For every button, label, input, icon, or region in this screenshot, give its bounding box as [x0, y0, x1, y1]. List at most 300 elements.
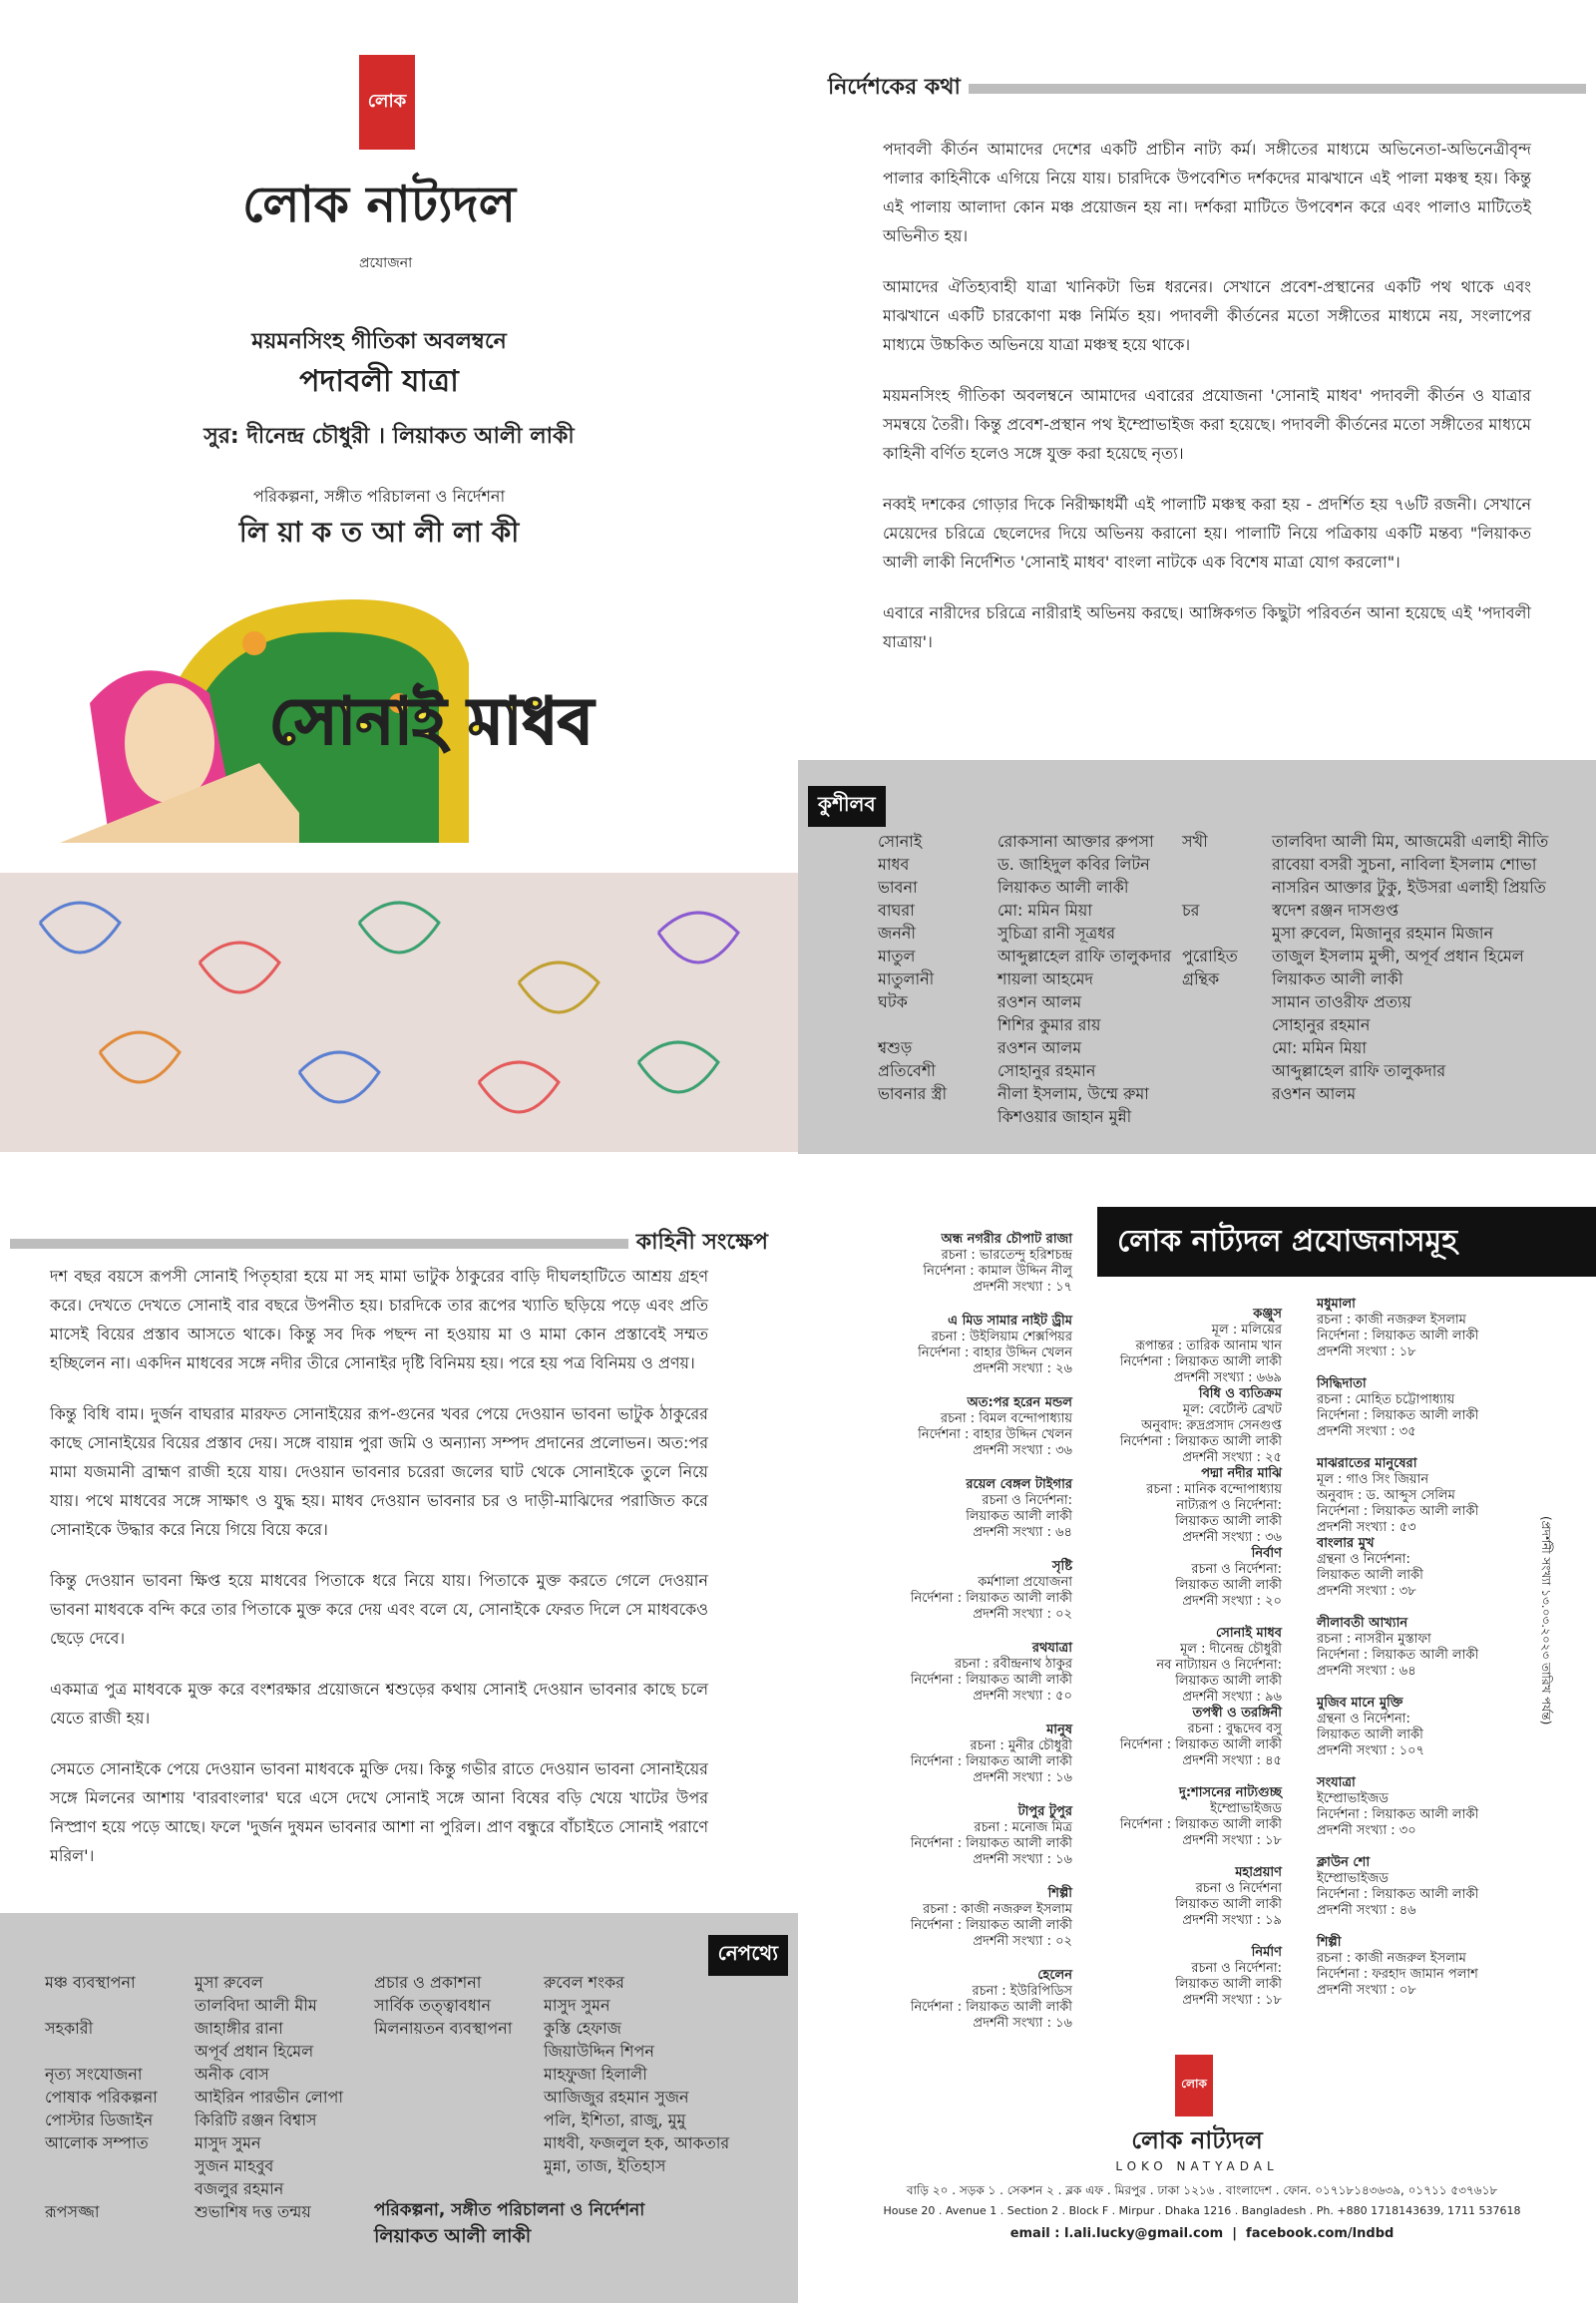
production-title: সংযাত্রা: [1317, 1775, 1356, 1790]
production-line: মূল : মলিয়ের: [1211, 1323, 1282, 1338]
cast-role: [1182, 1036, 1272, 1059]
crew-row: [374, 2017, 773, 2040]
production-line: প্রদর্শনী সংখ্যা : ৬৪: [973, 1525, 1072, 1540]
crew-name: মাসুদ সুমন: [544, 1996, 610, 2015]
crew-role: মঞ্চ ব্যবস্থাপনা: [45, 1973, 136, 1992]
crew-name: শুভাশিষ দত্ত তন্ময়: [195, 2202, 311, 2221]
production-line: নির্দেশনা : লিয়াকত আলী লাকী: [1119, 1817, 1282, 1832]
cast-role: মাতুল: [878, 947, 916, 965]
crew-name: মুসা রুবেল: [195, 1973, 263, 1992]
production-line: প্রদর্শনী সংখ্যা : ৩৬: [1182, 1530, 1282, 1545]
cast-row: [1182, 990, 1591, 1013]
crew-name: মাহফুজা হিলালী: [544, 2065, 647, 2084]
production-entry: [1077, 1307, 1282, 1386]
production-line: নির্দেশনা : লিয়াকত আলী লাকী: [1119, 1737, 1282, 1752]
production-entry: [1317, 1775, 1526, 1839]
cast-row: [878, 1013, 1217, 1036]
cast-role: সখী: [1182, 832, 1208, 851]
production-line: রচনা ও নির্দেশনা:: [1191, 1961, 1282, 1976]
music-credit: সুর: দীনেন্দ্র চৌধুরী । লিয়াকত আলী লাকী: [203, 424, 575, 449]
crew-name: কুস্তি হেফাজ: [544, 2019, 621, 2038]
production-line: নাট্যরূপ ও নির্দেশনা:: [1176, 1498, 1282, 1513]
cast-row: [878, 830, 1217, 853]
play-title: সোনাই মাধব: [269, 685, 594, 759]
production-line: রচনা ও নির্দেশনা: [1195, 1881, 1282, 1896]
production-line: নির্দেশনা : লিয়াকত আলী লাকী: [1119, 1354, 1282, 1369]
crew-role: [45, 2040, 195, 2063]
crew-role: [374, 2040, 544, 2063]
paragraph: পদাবলী কীর্তন আমাদের দেশের একটি প্রাচীন নাট্য কর্ম। সঙ্গীতের মাধ্যমে অভিনেতা-অভিনেত্রীবৃন্দ পালার কাহিনীকে এগিয়ে নিয়ে যায়। চারদিকে উপবেশিত দর্শকদের মাঝখানে এই পালা মঞ্চস্থ হয়। কিন্তু এই পালায় আলাদা কোন মঞ্চ প্রয়োজন হয় না। দর্শকরা মাটিতে উপবেশন করে এবং পালাও মাটিতেই অভিনীত হয়।: [883, 140, 1531, 245]
crew-name: রুবেল শংকর: [544, 1973, 624, 1992]
crew-name: কিরিটি রঞ্জন বিশ্বাস: [195, 2111, 317, 2129]
production-title: মাঝরাতের মানুষেরা: [1317, 1456, 1417, 1471]
production-line: প্রদর্শনী সংখ্যা : ০২: [973, 1607, 1072, 1622]
production-entry: [1077, 1626, 1282, 1706]
crew-role: [374, 2154, 544, 2177]
logo-mark: [359, 55, 415, 150]
crew-row: [45, 2086, 404, 2109]
cast-name: আব্দুল্লাহেল রাফি তালুকদার: [998, 947, 1172, 965]
cast-role: গ্রন্থিক: [1182, 969, 1220, 988]
production-title: নির্বাণ: [1251, 1546, 1282, 1561]
crew-role: আলোক সম্পাত: [45, 2133, 149, 2152]
based-on: ময়মনসিংহ গীতিকা অবলম্বনে: [251, 329, 507, 354]
production-line: নির্দেশনা : লিয়াকত আলী লাকী: [1119, 1434, 1282, 1449]
cast-name: ড. জাহিদুল কবির লিটন: [998, 855, 1150, 874]
cast-role: পুরোহিত: [1182, 947, 1238, 965]
crew-role: প্রচার ও প্রকাশনা: [374, 1973, 482, 1992]
cast-right-list: [1182, 830, 1591, 1105]
crew-panel: [0, 1913, 798, 2303]
cast-name: কিশওয়ার জাহান মুন্নী: [998, 1107, 1132, 1126]
cast-role: ঘটক: [878, 992, 908, 1011]
crew-role: নৃত্য সংযোজনা: [45, 2065, 143, 2084]
production-entry: [878, 1723, 1072, 1786]
production-line: লিয়াকত আলী লাকী: [1175, 1514, 1282, 1529]
production-line: অনুবাদ: রুদ্রপ্রসাদ সেনগুপ্ত: [1141, 1418, 1282, 1433]
production-line: লিয়াকত আলী লাকী: [1317, 1568, 1423, 1583]
cast-name: নাসরিন আক্তার টুকু, ইউসরা এলাহী প্রিয়তি: [1272, 878, 1546, 897]
cast-row: [878, 945, 1217, 967]
paragraph: কিন্তু বিধি বাম। দুর্জন বাঘরার মারফত সোনাইয়ের রূপ-গুনের খবর পেয়ে দেওয়ান ভাবনা ভাটুক ঠাকুরের কাছে সোনাইয়ের বিয়ের প্রস্তাব দেয়। সঙ্গে বায়ান্ন পুরা জমি ও অন্যান্য সম্পদ প্রদানের প্রলোভন। অত:পর মামা যজমানী ব্রাহ্মণ রাজী হয়ে যায়। দেওয়ান ভাবনার চরেরা জলের ঘাট থেকে সোনাইকে তুলে নিয়ে যায়। পথে মাধবের সঙ্গে সাক্ষাৎ ও যুদ্ধ হয়। মাধব দেওয়ান ভাবনার চর ও দাড়ী-মাঝিদের পরাজিত করে সোনাইকে উদ্ধার করে নিয়ে গিয়ে বিয়ে করে।: [50, 1404, 708, 1539]
crew-row: [374, 1994, 773, 2017]
cast-row: [878, 1036, 1217, 1059]
production-line: ইম্প্রোভাইজড: [1317, 1871, 1389, 1886]
production-line: প্রদর্শনী সংখ্যা : ৫৩: [1317, 1520, 1416, 1535]
production-line: লিয়াকত আলী লাকী: [1317, 1727, 1423, 1742]
production-line: রূপান্তর : তারিক আনাম খান: [1135, 1339, 1282, 1353]
crew-heading: নেপথ্যে: [708, 1935, 788, 1976]
production-title: নির্মাণ: [1251, 1945, 1282, 1960]
cast-role: ভাবনা: [878, 878, 918, 897]
director-note-heading-row: [828, 70, 1586, 107]
cast-row: [878, 876, 1217, 899]
production-line: প্রদর্শনী সংখ্যা : ৩০: [1317, 1823, 1416, 1838]
troupe-name: লোক নাট্যদল: [241, 176, 517, 233]
cast-name: সোহানুর রহমান: [1272, 1015, 1371, 1034]
cast-row: [878, 1105, 1217, 1128]
cast-row: [878, 1059, 1217, 1082]
production-title: সিদ্ধিদাতা: [1317, 1376, 1367, 1391]
crew-row: [374, 2040, 773, 2063]
cast-name: তাজুল ইসলাম মুন্সী, অপূর্ব প্রধান হিমেল: [1272, 947, 1524, 965]
credit-role: পরিকল্পনা, সঙ্গীত পরিচালনা ও নির্দেশনা: [252, 487, 506, 506]
crew-role: রূপসজ্জা: [45, 2202, 100, 2221]
production-line: মূল : গাও সিং জিয়ান: [1317, 1472, 1429, 1487]
production-line: লিয়াকত আলী লাকী: [1175, 1674, 1282, 1689]
production-line: রচনা : মানিক বন্দোপাধ্যায়: [1146, 1482, 1282, 1497]
cast-name: তালবিদা আলী মিম, আজমেরী এলাহী নীতি: [1272, 832, 1549, 851]
crew-role: [374, 2086, 544, 2109]
cast-role: সোনাই: [878, 832, 923, 851]
cast-row: [1182, 1059, 1591, 1082]
cast-row: [1182, 876, 1591, 899]
cast-name: নীলা ইসলাম, উম্মে রুমা: [998, 1084, 1149, 1103]
production-line: নির্দেশনা : লিয়াকত আলী লাকী: [910, 1591, 1072, 1606]
cast-role: ভাবনার স্ত্রী: [878, 1084, 948, 1103]
cast-role: [1182, 876, 1272, 899]
production-line: নির্দেশনা : লিয়াকত আলী লাকী: [910, 1673, 1072, 1688]
production-line: অনুবাদ : ড. আব্দুস সেলিম: [1317, 1488, 1455, 1503]
production-line: রচনা : ভারতেন্দু হরিশচন্দ্র: [941, 1248, 1072, 1263]
crew-row: [374, 2063, 773, 2086]
production-line: প্রদর্শনী সংখ্যা : ৪৬: [1317, 1903, 1416, 1918]
production-title: শিল্পী: [1317, 1935, 1342, 1950]
production-line: লিয়াকত আলী লাকী: [966, 1509, 1072, 1524]
production-entry: [1077, 1945, 1282, 2009]
crew-name: সুজন মাহবুব: [195, 2156, 274, 2175]
cast-name: আব্দুল্লাহেল রাফি তালুকদার: [1272, 1061, 1446, 1080]
cast-role: মাধব: [878, 855, 910, 874]
production-title: সৃষ্টি: [1051, 1559, 1072, 1574]
crew-name: পলি, ইশিতা, রাজু, মুমু: [544, 2111, 686, 2129]
production-title: পদ্মা নদীর মাঝি: [1201, 1466, 1282, 1481]
synopsis-heading: কাহিনী সংক্ষেপ: [635, 1230, 768, 1255]
crew-role: [374, 2131, 544, 2154]
production-line: রচনা : কাজী নজরুল ইসলাম: [1317, 1951, 1466, 1966]
cast-row: [878, 853, 1217, 876]
production-line: রচনা ও নির্দেশনা:: [1191, 1562, 1282, 1577]
production-line: প্রদর্শনী সংখ্যা : ৩৫: [1317, 1424, 1416, 1439]
production-entry: [1317, 1376, 1526, 1440]
production-entry: [878, 1968, 1072, 2032]
crew-name: তালবিদা আলী মীম: [195, 1996, 317, 2015]
paragraph: দশ বছর বয়সে রূপসী সোনাই পিতৃহারা হয়ে মা সহ মামা ভাটুক ঠাকুরের বাড়ি দীঘলহাটিতে আশ্রয় গ্রহণ করে। দেখতে দেখতে সোনাই বার বছরে উপনীত হয়। চারদিকে তার রূপের খ্যাতি ছড়িয়ে পড়ে এবং প্রতি মাসেই বিয়ের প্রস্তাব আসতে থাকে। কিন্তু সব দিক পছন্দ না হওয়ায় মা ও মামা কোন প্রস্তাবেই সম্মত হচ্ছিলেন না। একদিন মাধবের সঙ্গে নদীর তীরে সোনাইর দৃষ্টি বিনিময় হয়। পরে হয় পত্র বিনিময় ও প্রণয়।: [50, 1267, 708, 1372]
production-title: টাপুর টুপুর: [1017, 1804, 1072, 1819]
production-line: প্রদর্শনী সংখ্যা : ৬৬৯: [1173, 1370, 1282, 1385]
productions-col-1: [878, 1232, 1072, 2050]
production-entry: [1317, 1297, 1526, 1360]
production-line: প্রদর্শনী সংখ্যা : ২০: [1182, 1594, 1282, 1609]
production-entry: [1317, 1696, 1526, 1759]
production-line: প্রদর্শনী সংখ্যা : ১৬: [973, 1852, 1072, 1867]
production-line: প্রদর্শনী সংখ্যা : ১৮: [1317, 1344, 1416, 1359]
production-line: প্রদর্শনী সংখ্যা : ২৫: [1182, 1450, 1282, 1465]
production-entry: [878, 1804, 1072, 1868]
crew-footer-name: লিয়াকত আলী লাকী: [374, 2225, 532, 2247]
production-entry: [878, 1477, 1072, 1541]
crew-role: [45, 1994, 195, 2017]
production-title: রয়েল বেঙ্গল টাইগার: [966, 1477, 1072, 1492]
crew-name: মাধবী, ফজলুল হক, আকতার: [544, 2133, 730, 2152]
paragraph: নব্বই দশকের গোড়ার দিকে নিরীক্ষাধর্মী এই পালাটি মঞ্চস্থ করা হয় - প্রদর্শিত হয় ৭৬টি রজনী। সেখানে মেয়েদের চরিত্রে ছেলেদের দিয়ে অভিনয় করানো হয়। পালাটি নিয়ে পত্রিকায় একটি মন্তব্য "লিয়াকত আলী লাকী নির্দেশিত 'সোনাই মাধব' বাংলা নাটকে এক বিশেষ মাত্রা যোগ করলো"।: [883, 495, 1531, 572]
cast-name: সোহানুর রহমান: [998, 1061, 1096, 1080]
genre-title: পদাবলী যাত্রা: [299, 364, 459, 399]
cast-role: [878, 1105, 998, 1128]
crew-name: বজলুর রহমান: [195, 2179, 284, 2198]
production-entry: [878, 1314, 1072, 1377]
cast-left-list: [878, 830, 1217, 1128]
cast-role: [1182, 1013, 1272, 1036]
production-entry: [1317, 1616, 1526, 1680]
production-line: নির্দেশনা : লিয়াকত আলী লাকী: [1317, 1329, 1479, 1343]
logo-mark-text: লোক: [359, 55, 415, 150]
cast-row: [878, 967, 1217, 990]
production-entry: [1317, 1536, 1526, 1600]
paragraph: আমাদের ঐতিহ্যবাহী যাত্রা খানিকটা ভিন্ন ধরনের। সেখানে প্রবেশ-প্রস্থানের একটি পথ থাকে এবং মাঝখানে একটি চারকোণা মঞ্চ নির্মিত হয়। পদাবলী কীর্তনের মতো সঙ্গীতের মাধ্যমে নয়, সংলাপের মাধ্যমে উচ্চকিত অভিনয়ে যাত্রা মঞ্চস্থ হয়ে থাকে।: [883, 277, 1531, 354]
cast-row: [878, 1082, 1217, 1105]
cast-name: সামান তাওরীফ প্রত্যয়: [1272, 992, 1411, 1011]
crew-name: মুন্না, তাজ, ইতিহাস: [544, 2156, 666, 2175]
production-line: প্রদর্শনী সংখ্যা : ১৬: [973, 1770, 1072, 1785]
production-line: মূল : দীনেন্দ্র চৌধুরী: [1180, 1642, 1282, 1657]
footer-address-bn: বাড়ি ২০ . সড়ক ১ . সেকশন ২ . ব্লক এফ . মিরপুর . ঢাকা ১২১৬ . বাংলাদেশ . ফোন. ০১৭১৮১৪৩৬৩৯, ০১৭১১ ৫৩৭৬১৮: [906, 2183, 1498, 2197]
cast-role: [1182, 1059, 1272, 1082]
cast-row: [1182, 1082, 1591, 1105]
cast-name: মো: মমিন মিয়া: [998, 901, 1093, 920]
crew-row: [374, 2086, 773, 2109]
production-line: মূল: বের্টোল্ট ব্রেখট: [1182, 1402, 1282, 1417]
play-illustration: [0, 583, 798, 1152]
production-line: প্রদর্শনী সংখ্যা : ৪৫: [1182, 1753, 1282, 1768]
side-note-wrap: [1534, 1516, 1554, 1835]
cast-name: মো: মমিন মিয়া: [1272, 1038, 1368, 1057]
production-line: লিয়াকত আলী লাকী: [1175, 1897, 1282, 1912]
production-entry: [1077, 1466, 1282, 1546]
paragraph: একমাত্র পুত্র মাধবকে মুক্ত করে বংশরক্ষার প্রয়োজনে শ্বশুড়ের কথায় সোনাই দেওয়ান ভাবনার কাছে চলে যেতে রাজী হয়।: [50, 1680, 708, 1727]
cast-name: রওশন আলম: [1272, 1084, 1357, 1103]
production-line: প্রদর্শনী সংখ্যা : ৩৬: [973, 1443, 1072, 1458]
crew-name: অনীক বোস: [195, 2065, 269, 2084]
production-line: প্রদর্শনী সংখ্যা : ৬৪: [1317, 1664, 1416, 1679]
cast-row: [1182, 1013, 1591, 1036]
production-line: প্রদর্শনী সংখ্যা : ১৯: [1182, 1913, 1282, 1928]
productions-col-3: [1317, 1297, 1526, 2015]
crew-role: সহকারী: [45, 2019, 94, 2038]
production-line: নির্দেশনা : লিয়াকত আলী লাকী: [1317, 1504, 1479, 1519]
production-title: এ মিড সামার নাইট ড্রীম: [948, 1314, 1072, 1329]
crew-role: মিলনায়তন ব্যবস্থাপনা: [374, 2019, 513, 2038]
production-line: গ্রন্থনা ও নির্দেশনা:: [1317, 1712, 1410, 1727]
crew-name: অপূর্ব প্রধান হিমেল: [195, 2042, 314, 2061]
production-line: নির্দেশনা : লিয়াকত আলী লাকী: [910, 2000, 1072, 2015]
production-title: সোনাই মাধব: [1216, 1626, 1282, 1641]
production-line: নির্দেশনা : লিয়াকত আলী লাকী: [910, 1918, 1072, 1933]
crew-row: [45, 2177, 404, 2200]
production-entry: [878, 1395, 1072, 1459]
production-title: বাংলার মুখ: [1317, 1536, 1375, 1551]
crew-role: সার্বিক তত্ত্বাবধান: [374, 1996, 492, 2015]
footer-address-en: House 20 . Avenue 1 . Section 2 . Block F . Mirpur . Dhaka 1216 . Bangladesh . Ph. +880 1718143639, 1711 537618: [883, 2204, 1521, 2217]
production-line: নির্দেশনা : লিয়াকত আলী লাকী: [1317, 1887, 1479, 1902]
production-line: নির্দেশনা : বাহার উদ্দিন খেলন: [918, 1345, 1072, 1360]
cast-role: শ্বশুড়: [878, 1038, 913, 1057]
footer-contact: email : l.ali.lucky@gmail.com | facebook.com/lndbd: [1009, 2226, 1395, 2241]
production-line: লিয়াকত আলী লাকী: [1175, 1578, 1282, 1593]
production-title: মধুমালা: [1317, 1297, 1356, 1312]
heading-bar: [10, 1239, 628, 1249]
cast-row: [1182, 830, 1591, 853]
cast-role: জননী: [878, 924, 916, 943]
crew-row: [374, 2131, 773, 2154]
crew-name: আজিজুর রহমান সুজন: [544, 2088, 689, 2107]
production-line: নির্দেশনা : বাহার উদ্দিন খেলন: [918, 1427, 1072, 1442]
cast-heading: কুশীলব: [808, 786, 886, 827]
cast-row: [1182, 899, 1591, 922]
cast-name: লিয়াকত আলী লাকী: [998, 878, 1129, 897]
production-line: প্রদর্শনী সংখ্যা : ১৬: [973, 2016, 1072, 2031]
production-line: প্রদর্শনী সংখ্যা : ১৭: [973, 1280, 1072, 1295]
production-line: নির্দেশনা : লিয়াকত আলী লাকী: [910, 1754, 1072, 1769]
production-entry: [1077, 1865, 1282, 1929]
production-line: রচনা ও নির্দেশনা:: [982, 1493, 1072, 1508]
production-entry: [878, 1641, 1072, 1705]
production-entry: [878, 1886, 1072, 1950]
side-note: (প্রদর্শনী সংখ্যা ১৩.০৩.২০২৩ তারিখ পর্যন্ত): [1539, 1516, 1553, 1726]
cast-row: [1182, 1036, 1591, 1059]
production-entry: [878, 1232, 1072, 1296]
production-title: শিল্পী: [1047, 1886, 1072, 1901]
production-line: রচনা : কাজী নজরুল ইসলাম: [923, 1902, 1072, 1917]
cast-role: [878, 1013, 998, 1036]
crew-row: [374, 1971, 773, 1994]
production-line: নির্দেশনা : ফরহাদ জামান পলাশ: [1317, 1967, 1478, 1982]
production-line: প্রদর্শনী সংখ্যা : ০২: [973, 1934, 1072, 1949]
production-title: মুজিব মানে মুক্তি: [1317, 1696, 1403, 1711]
production-line: রচনা : বিমল বন্দোপাধ্যায়: [940, 1411, 1072, 1426]
crew-name: মাসুদ সুমন: [195, 2133, 261, 2152]
footer-logo-mark: লোক: [1175, 2055, 1213, 2116]
crew-role: পোস্টার ডিজাইন: [45, 2111, 154, 2129]
crew-col-1: [45, 1971, 404, 2223]
production-line: রচনা : মোহিত চট্টোপাধ্যায়: [1317, 1392, 1455, 1407]
cast-name: মুসা রুবেল, মিজানুর রহমান মিজান: [1272, 924, 1494, 943]
cast-row: [1182, 945, 1591, 967]
crew-role: [374, 2063, 544, 2086]
production-title: তপস্বী ও তরঙ্গিনী: [1192, 1706, 1282, 1721]
director-note-heading: নির্দেশকের কথা: [828, 75, 961, 100]
production-line: নির্দেশনা : লিয়াকত আলী লাকী: [1317, 1648, 1479, 1663]
production-entry: [1077, 1546, 1282, 1610]
cast-role: [1182, 1082, 1272, 1105]
crew-row: [45, 2154, 404, 2177]
crew-row: [45, 2040, 404, 2063]
cast-role: চর: [1182, 901, 1200, 920]
production-title: রথযাত্রা: [1031, 1641, 1072, 1656]
cast-role: প্রতিবেশী: [878, 1061, 936, 1080]
production-line: নব নাট্যায়ন ও নির্দেশনা:: [1156, 1658, 1282, 1673]
production-line: নির্দেশনা : লিয়াকত আলী লাকী: [1317, 1408, 1479, 1423]
paragraph: সেমতে সোনাইকে পেয়ে দেওয়ান ভাবনা মাধবকে মুক্তি দেয়। কিন্তু গভীর রাতে দেওয়ান ভাবনা সোনাইয়ের সঙ্গে মিলনের আশায় 'বারবাংলার' ঘরে এসে দেখে সোনাই সঙ্গে আনা বিষের বড়ি খেয়ে খাটের উপর নিস্প্রাণ হয়ে পড়ে আছে। ফলে 'দুর্জন দুষমন ভাবনার আশা না পুরিল। প্রাণ বন্ধুরে বাঁচাইতে সোনাই পরাণে মরিল'।: [50, 1759, 708, 1865]
cast-row: [878, 922, 1217, 945]
crew-row: [374, 2154, 773, 2177]
cast-name: রওশন আলম: [998, 992, 1082, 1011]
production-line: প্রদর্শনী সংখ্যা : ০৮: [1317, 1983, 1416, 1998]
footer-latin-name: LOKO NATYADAL: [1115, 2159, 1279, 2173]
production-line: নির্দেশনা : কামাল উদ্দিন নীলু: [923, 1264, 1072, 1279]
paragraph: ময়মনসিংহ গীতিকা অবলম্বনে আমাদের এবারের প্রযোজনা 'সোনাই মাধব' পদাবলী কীর্তন ও যাত্রার সমন্বয়ে তৈরী। কিন্তু প্রবেশ-প্রস্থান পথ ইম্প্রোভাইজ করা হয়েছে। পদাবলী কীর্তনের মতো সঙ্গীতের মাধ্যমে কাহিনী বর্ণিত হলেও সঙ্গে যুক্ত করা হয়েছে নৃত্য।: [883, 386, 1531, 463]
production-line: গ্রন্থনা ও নির্দেশনা:: [1317, 1552, 1410, 1567]
production-title: অন্ধ নগরীর চৌপাট রাজা: [941, 1232, 1072, 1247]
cast-name: স্বদেশ রঞ্জন দাসগুপ্ত: [1272, 901, 1399, 920]
production-line: লিয়াকত আলী লাকী: [1175, 1977, 1282, 1992]
cast-row: [878, 990, 1217, 1013]
production-line: রচনা : বুদ্ধদেব বসু: [1187, 1722, 1282, 1736]
cast-panel: [798, 760, 1596, 1154]
cast-name: শিশির কুমার রায়: [998, 1015, 1101, 1034]
production-line: রচনা : মনোজ মিত্র: [974, 1820, 1072, 1835]
synopsis-body: [50, 1262, 708, 1892]
production-entry: [1317, 1456, 1526, 1536]
cast-role: বাঘরা: [878, 901, 915, 920]
paragraph: এবারে নারীদের চরিত্রে নারীরাই অভিনয় করছে। আঙ্গিকগত কিছুটা পরিবর্তন আনা হয়েছে এই 'পদাবলী যাত্রায়'।: [883, 603, 1531, 651]
production-line: প্রদর্শনী সংখ্যা : ৩৮: [1317, 1584, 1416, 1599]
production-title: লীলাবতী আখ্যান: [1317, 1616, 1408, 1631]
cast-name: সুচিত্রা রানী সূত্রধর: [998, 924, 1116, 943]
production-entry: [878, 1559, 1072, 1623]
productions-heading: লোক নাট্যদল প্রযোজনাসমূহ: [1097, 1207, 1596, 1277]
cast-row: [1182, 853, 1591, 876]
crew-row: [45, 2200, 404, 2223]
synopsis-heading-row: [10, 1225, 768, 1262]
production-entry: [1077, 1785, 1282, 1849]
heading-bar: [969, 84, 1586, 94]
crew-row: [45, 2131, 404, 2154]
cast-row: [1182, 967, 1591, 990]
cast-name: রোকসানা আক্তার রুপসা: [998, 832, 1154, 851]
cast-name: রাবেয়া বসরী সুচনা, নাবিলা ইসলাম শোভা: [1272, 855, 1537, 874]
footer-logo-name: লোক নাট্যদল: [1131, 2126, 1263, 2154]
cast-row: [1182, 922, 1591, 945]
production-line: প্রদর্শনী সংখ্যা : ১০৭: [1317, 1743, 1425, 1758]
production-title: মানুষ: [1046, 1723, 1072, 1737]
production-line: রচনা : উইলিয়াম শেক্সপিয়র: [931, 1330, 1072, 1344]
crew-row: [45, 2017, 404, 2040]
crew-row: [45, 2063, 404, 2086]
production-title: কঞ্জুস: [1253, 1307, 1282, 1322]
production-line: প্রদর্শনী সংখ্যা : ৫০: [973, 1689, 1072, 1704]
cast-role: মাতুলানী: [878, 969, 935, 988]
crew-role: [374, 2109, 544, 2131]
production-line: রচনা : রবীন্দ্রনাথ ঠাকুর: [954, 1657, 1072, 1672]
production-line: রচনা : কাজী নজরুল ইসলাম: [1317, 1313, 1466, 1328]
production-line: রচনা : মুনীর চৌধুরী: [970, 1738, 1072, 1753]
production-entry: [1317, 1855, 1526, 1919]
production-title: ক্লাউন শো: [1317, 1855, 1371, 1870]
director-note-body: [883, 135, 1531, 678]
crew-role: [45, 2177, 195, 2200]
production-line: প্রদর্শনী সংখ্যা : ৯৬: [1182, 1690, 1282, 1705]
crew-row: [45, 1971, 404, 1994]
production-line: প্রদর্শনী সংখ্যা : ১৮: [1182, 1993, 1282, 2008]
cast-role: [1182, 990, 1272, 1013]
cast-name: রওশন আলম: [998, 1038, 1082, 1057]
crew-row: [45, 2109, 404, 2131]
production-title: দু:শাসনের নাট্যগুচ্ছ: [1179, 1785, 1282, 1800]
crew-name: জিয়াউদ্দিন শিপন: [544, 2042, 654, 2061]
productions-col-2: [1077, 1307, 1282, 2025]
crew-row: [45, 1994, 404, 2017]
